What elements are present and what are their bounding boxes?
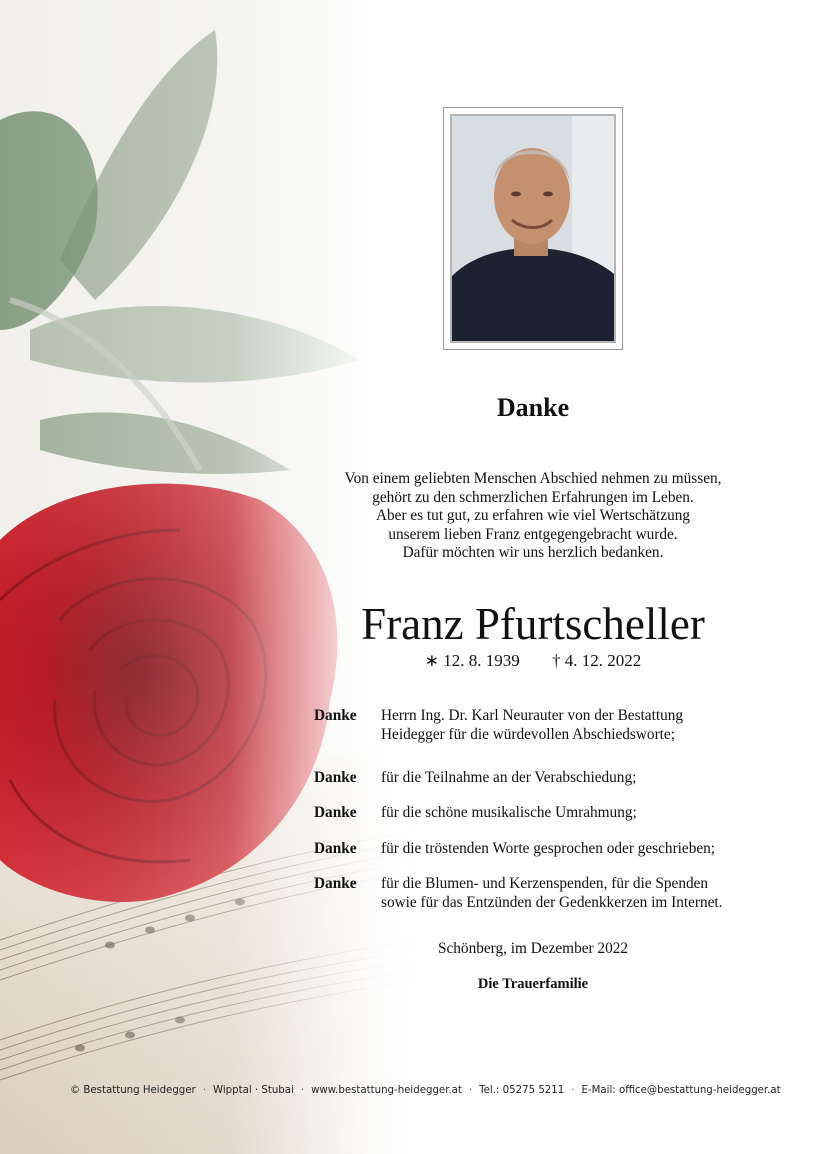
thanks-text: [381, 875, 723, 912]
thanks-item: [314, 804, 637, 823]
intro-text: [318, 470, 748, 563]
footer-company: © Bestattung Heidegger: [70, 1085, 196, 1096]
intro-line: Von einem geliebten Menschen Abschied nehmen zu müssen,: [344, 470, 722, 487]
footer-region: Wipptal · Stubai: [212, 1085, 294, 1096]
footer-separator: ·: [468, 1085, 473, 1096]
thanks-label: Danke: [314, 840, 357, 857]
intro-line: gehört zu den schmerzlichen Erfahrungen im Leben.: [372, 488, 694, 506]
place-date: Schönberg, im Dezember 2022: [437, 940, 629, 957]
thanks-line: Heidegger für die würdevollen Abschiedsworte;: [381, 725, 675, 743]
heading-danke: Danke: [496, 393, 570, 422]
intro-line: Dafür möchten wir uns herzlich bedanken.: [402, 544, 664, 562]
birth-date: ∗ 12. 8. 1939: [424, 651, 520, 670]
death-date: † 4. 12. 2022: [552, 651, 642, 670]
portrait-photo: [450, 114, 616, 343]
life-dates: [318, 651, 748, 671]
thanks-text: [381, 707, 683, 744]
footer-separator: ·: [300, 1085, 305, 1096]
thanks-label: Danke: [314, 769, 357, 786]
thanks-text: für die Teilnahme an der Verabschiedung;: [381, 769, 637, 786]
thanks-line: für die Blumen- und Kerzenspenden, für die Spenden: [381, 875, 709, 892]
portrait-frame: [443, 107, 623, 350]
intro-line: Aber es tut gut, zu erfahren wie viel Wertschätzung: [375, 507, 691, 525]
thanks-line: sowie für das Entzünden der Gedenkkerzen im Internet.: [381, 893, 723, 911]
thanks-label: Danke: [314, 804, 357, 821]
signature-family: Die Trauerfamilie: [477, 976, 589, 992]
footer-separator: ·: [571, 1085, 575, 1096]
thanks-item: [314, 840, 715, 859]
thanks-item: [314, 769, 636, 788]
thanks-item: [314, 707, 683, 744]
footer-separator: ·: [202, 1085, 206, 1096]
intro-line: unserem lieben Franz entgegengebracht wurde.: [388, 525, 678, 543]
footer-phone: Tel.: 05275 5211: [479, 1085, 565, 1096]
thanks-label: Danke: [314, 707, 357, 724]
footer-website-link[interactable]: www.bestattung-heidegger.at: [311, 1085, 462, 1096]
footer-email-link[interactable]: E-Mail: office@bestattung-heidegger.at: [581, 1085, 781, 1096]
thanks-label: Danke: [314, 875, 357, 892]
footer-contact: [70, 1085, 781, 1096]
deceased-name: Franz Pfurtscheller: [361, 599, 705, 649]
thanks-text: für die schöne musikalische Umrahmung;: [381, 804, 637, 821]
thanks-item: [314, 875, 723, 912]
thanks-text: für die tröstenden Worte gesprochen oder geschrieben;: [381, 840, 716, 857]
thanks-line: Herrn Ing. Dr. Karl Neurauter von der Bestattung: [381, 707, 684, 724]
